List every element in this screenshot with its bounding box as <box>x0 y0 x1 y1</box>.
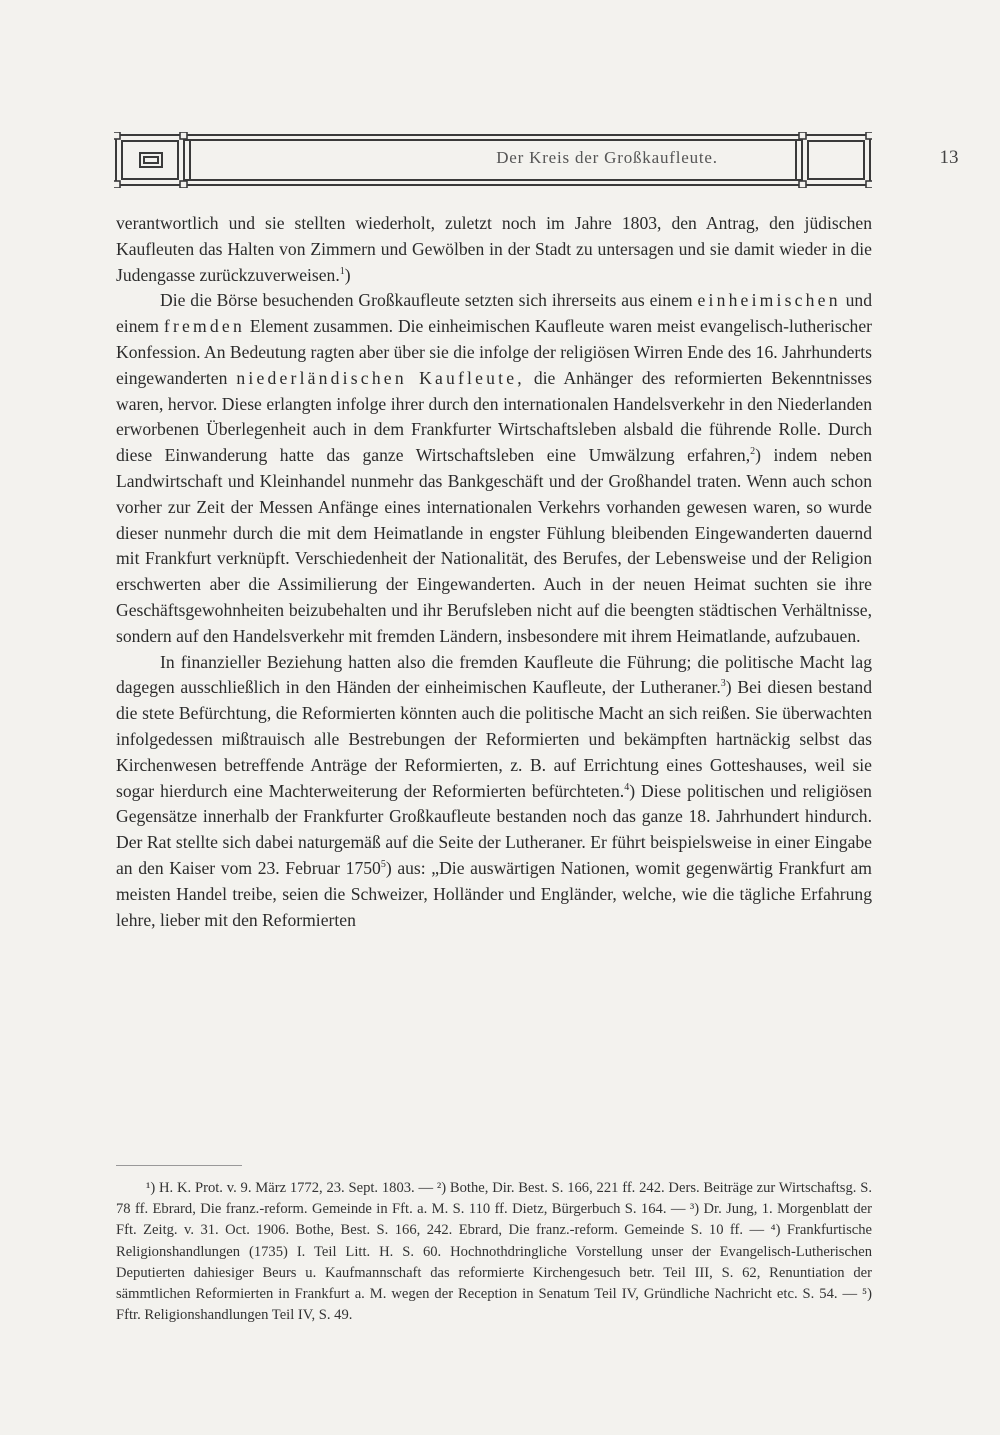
footnote-ref: 5 <box>380 858 386 870</box>
running-title: Der Kreis der Großkaufleute. <box>496 148 718 167</box>
text-run: ) aus: „Die auswärtigen Nationen, womit gegenwärtig Frankfurt am meisten Handel treibe, seien die Schweizer, Holländer und Engländer, welche, wie die tägliche Erfahrung lehre, lieber mit den Reformierten <box>116 857 872 930</box>
footnote-ref: 4 <box>624 781 630 793</box>
paragraph <box>116 211 872 288</box>
footnotes <box>116 1178 872 1326</box>
emphasis-spaced: einheimischen <box>697 290 841 311</box>
emphasis-spaced: fremden <box>163 316 245 337</box>
text-run: die Anhänger des reformierten Bekenntnisses waren, hervor. Diese erlangten infolge ihrer durch den internationalen Handelsverkehr in den Niederlanden erworbenen Überlegenheit auch in dem Frankfurter Wirtschaftsleben alsbald die führende Rolle. Durch diese Einwanderung hatte das ganze Wirtschaftsleben eine Umwälzung erfahren, <box>116 367 872 466</box>
footnote-text: ¹) H. K. Prot. v. 9. März 1772, 23. Sept. 1803. — ²) Bothe, Dir. Best. S. 166, 221 ff. 242. Ders. Beiträge zur Wirtschaftsg. S. 78 ff. Ebrard, Die franz.-reform. Gemeinde in Fft. a. M. S. 110 ff. Dietz, Bürgerbuch S. 164. — ³) Dr. Jung, 1. Morgenblatt der Fft. Zeitg. v. 31. Oct. 1906. Bothe, Best. S. 166, 242. Ebrard, Die franz.-reform. Gemeinde S. 10 ff. — ⁴) Frankfurtische Religionshandlungen (1735) I. Teil Litt. H. S. 60. Hochnothdringliche Vorstellung unser der Evangelisch-Lutherischen Deputierten dahiesiger Beurs u. Kaufmannschaft das reformierte Kirchengesuch betr. Teil III, S. 62, Renuntiation der sämmtlichen Reformierten in Frankfurt a. M. wegen der Reception in Senatum Teil IV, Gründliche Nachricht etc. S. 54. — ⁵) Fftr. Religionshandlungen Teil IV, S. 49. <box>116 1180 872 1324</box>
running-header <box>114 132 959 188</box>
text-run: und einem <box>116 290 872 337</box>
footnote-ref: 2 <box>750 446 756 458</box>
text-run: ) Diese politischen und religiösen Gegensätze innerhalb der Frankfurter Großkaufleute bestanden noch das ganze 18. Jahrhundert hindurch. Der Rat stellte sich dabei naturgemäß auf die Seite der Lutheraner. Er führt beispielsweise in einer Eingabe an den Kaiser vom 23. Februar 1750 <box>116 780 872 878</box>
text-run: ) indem neben Landwirtschaft und Kleinhandel nunmehr das Bankgeschäft und der Großhandel traten. Wenn auch schon vorher zur Zeit der Messen Anfänge eines internationalen Verkehrs vorhanden gewesen waren, so wurde dieser nunmehr durch die mit dem Heimatlande in engster Fühlung bleibenden Eingewanderten dauernd mit Frankfurt verknüpft. Verschiedenheit der Nationalität, des Berufes, der Lebensweise und der Religion erschwerten aber die Assimilierung der Eingewanderten. Auch in der neuen Heimat suchten sie ihre Geschäftsgewohnheiten beizubehalten und ihr Berufsleben nicht auf die beengten städtischen Verhältnisse, sondern auf den Handelsverkehr mit fremden Ländern, insbesondere mit ihrem Heimatlande, aufzubauen. <box>116 445 872 646</box>
page-number: 13 <box>939 147 959 168</box>
paragraph <box>116 650 872 934</box>
text-run: In finanzieller Beziehung hatten also die fremden Kaufleute die Führung; die politische Macht lag dagegen ausschließlich in den Händen der einheimischen Kaufleute, der Lutheraner. <box>116 651 872 698</box>
rectangle-ornament-icon <box>140 153 162 167</box>
text-run: Element zusammen. Die einheimischen Kaufleute waren meist evangelisch-lutherischer Konfession. An Bedeutung ragten aber über sie die infolge der religiösen Wirren Ende des 16. Jahrhunderts eingewanderten <box>116 316 872 388</box>
paragraph <box>116 288 872 649</box>
footnote-ref: 1 <box>339 265 345 277</box>
emphasis-spaced: niederländischen Kaufleute, <box>236 367 525 388</box>
main-text <box>116 211 872 933</box>
text-run: Die die Börse besuchenden Großkaufleute setzten sich ihrerseits aus einem <box>160 290 698 311</box>
text-run: ) <box>344 264 351 285</box>
footnote-ref: 3 <box>720 678 726 690</box>
footnote-divider <box>116 1165 242 1166</box>
text-run: verantwortlich und sie stellten wiederholt, zuletzt noch im Jahre 1803, den Antrag, den jüdischen Kaufleuten das Halten von Zimmern und Gewölben in der Stadt zu untersagen und sie damit wieder in die Judengasse zurückzuverweisen. <box>116 213 872 285</box>
text-run: ) Bei diesen bestand die stete Befürchtung, die Reformierten könnten auch die politische Macht an sich reißen. Sie überwachten infolgedessen mißtrauisch alle Bestrebungen der Reformierten und bekämpften hartnäckig selbst das Kirchenwesen betreffende Anträge der Reformierten, z. B. auf Errichtung eines Gotteshauses, weil sie sogar hierdurch eine Machterweiterung der Reformierten befürchteten. <box>116 677 873 801</box>
